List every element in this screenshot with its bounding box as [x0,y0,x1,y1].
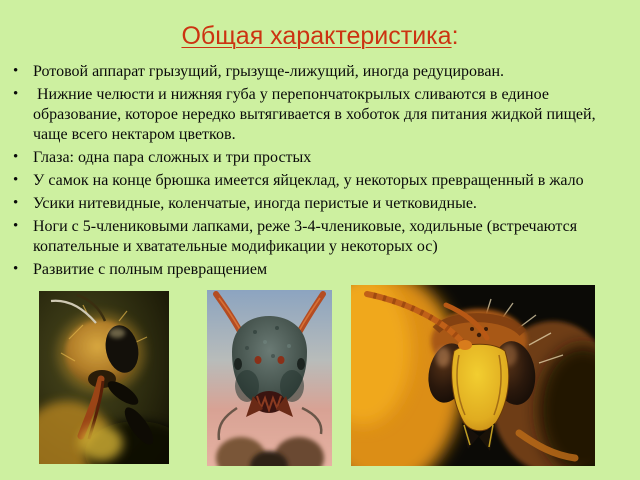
ant-illustration [207,290,332,466]
bullet-text: Ротовой аппарат грызущий, грызуще-лижущий, иногда редуцирован. [33,63,505,80]
hornet-illustration [351,285,595,466]
bullet-item [10,217,630,257]
bullet-icon: • [13,149,19,165]
bullet-icon: • [13,63,19,79]
bullet-text: Ноги с 5-члениковыми лапками, реже 3-4-члениковые, ходильные (встречаются копательные и хватательные модификации у некоторых ос) [33,218,582,255]
slide-title [0,22,640,51]
bullet-item [10,85,630,145]
bullet-icon: • [13,261,19,277]
bullet-text: Усики нитевидные, коленчатые, иногда перистые и четковидные. [33,195,477,212]
slide-title-text: Общая характеристика [181,22,452,50]
bee-illustration [39,291,169,464]
slide-title-colon: : [451,22,459,50]
hornet-head-macro-photo [351,285,595,466]
bullet-icon: • [13,172,19,188]
bullet-text: Глаза: одна пара сложных и три простых [33,149,312,166]
bullet-text: У самок на конце брюшка имеется яйцеклад, у некоторых превращенный в жало [33,172,584,189]
bullet-text: Нижние челюсти и нижняя губа у перепончатокрылых сливаются в единое образование, которое нередко вытягивается в хоботок для питания жидкой пищей, чаще всего нектаром цветков. [33,86,600,143]
bullet-item [10,62,630,82]
bullet-list [10,62,630,283]
bullet-text: Развитие с полным превращением [33,261,268,278]
bullet-icon: • [13,86,19,102]
ant-head-macro-photo [207,290,332,466]
bullet-item [10,148,630,168]
bullet-item [10,171,630,191]
bullet-icon: • [13,218,19,234]
bee-head-macro-photo [39,291,169,464]
bullet-item [10,260,630,280]
bullet-item [10,194,630,214]
bullet-icon: • [13,195,19,211]
